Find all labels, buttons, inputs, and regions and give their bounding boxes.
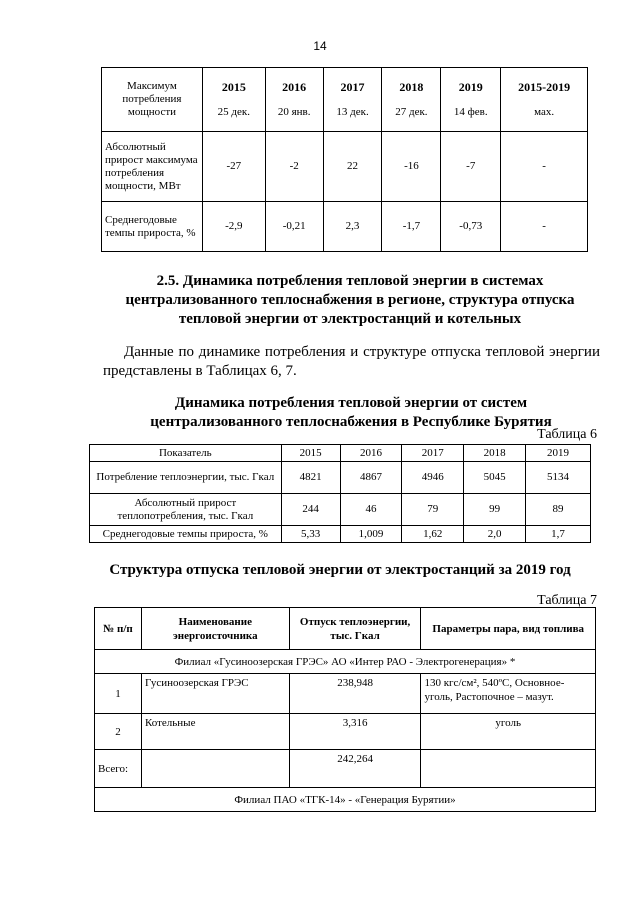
table7-row-number: 2 [95,714,142,750]
table7-total-value: 242,264 [289,750,421,788]
table1-cell: 2,3 [323,202,382,252]
table7-row-number: 1 [95,674,142,714]
table7-params: 130 кгс/см², 540ºС, Основное- уголь, Растопочное – мазут. [421,674,596,714]
table6-label: Таблица 6 [537,427,597,442]
table7-header-cell: Параметры пара, вид топлива [421,608,596,650]
table6-header-cell: 2015 [281,445,340,462]
table6-header-cell: 2018 [464,445,526,462]
table1-year-cell: 2018 27 дек. [382,68,441,132]
heat-consumption-table [89,444,591,543]
table6-cell: 4821 [281,462,340,494]
table6-cell: 4946 [402,462,464,494]
table1-cell: -7 [441,132,501,202]
heat-supply-structure-table [94,607,596,812]
table7-header-cell: Отпуск теплоэнергии, тыс. Гкал [289,608,421,650]
table7-output-value: 3,316 [289,714,421,750]
table6-cell: 1,7 [526,526,591,543]
table1-cell: -27 [202,132,265,202]
table6-cell: 99 [464,494,526,526]
table1-year-cell: 2019 14 фев. [441,68,501,132]
table1-row-label: Среднегодовые темпы прироста, % [102,202,203,252]
table7-output-value: 238,948 [289,674,421,714]
page-number: 14 [313,39,327,53]
table6-cell: 4867 [340,462,402,494]
table7-source-name: Гусиноозерская ГРЭС [141,674,289,714]
table7-params: уголь [421,714,596,750]
table6-cell: 46 [340,494,402,526]
table7-group-row: Филиал ПАО «ТГК-14» - «Генерация Бурятии» [95,788,596,812]
table1-cell: -2,9 [202,202,265,252]
section-heading: 2.5. Динамика потребления тепловой энергии в системах централизованного теплоснабжения в регионе, структура отпуска тепловой энергии от электростанций и котельных [125,273,575,327]
table1-cell: -0,73 [441,202,501,252]
table6-cell: 89 [526,494,591,526]
table7-group-row: Филиал «Гусиноозерская ГРЭС» АО «Интер РАО - Электрогенерация» * [95,650,596,674]
table6-title: Динамика потребления тепловой энергии от систем централизованного теплоснабжения в Республике Бурятия [150,395,552,430]
table6-cell: 5,33 [281,526,340,543]
table1-year-cell: 2017 13 дек. [323,68,382,132]
table1-cell: - [501,132,588,202]
table6-header-cell: Показатель [90,445,282,462]
table6-cell: 79 [402,494,464,526]
table1-header-label: Максимум потребления мощности [102,68,203,132]
table1-cell: 22 [323,132,382,202]
table7-header-cell: № п/п [95,608,142,650]
table6-row-label: Среднегодовые темпы прироста, % [90,526,282,543]
table1-year-cell: 2015-2019 мах. [501,68,588,132]
table7-label: Таблица 7 [537,593,597,608]
table1-cell: -2 [265,132,323,202]
max-power-table [101,67,588,252]
table6-header-cell: 2017 [402,445,464,462]
table6-cell: 1,009 [340,526,402,543]
table6-cell: 2,0 [464,526,526,543]
table7-empty-cell [421,750,596,788]
table6-cell: 244 [281,494,340,526]
table1-cell: - [501,202,588,252]
body-paragraph: Данные по динамике потребления и структуре отпуска тепловой энергии представлены в Таблицах 6, 7. [103,344,600,379]
table7-source-name: Котельные [141,714,289,750]
table6-cell: 5045 [464,462,526,494]
table1-cell: -0,21 [265,202,323,252]
table7-title: Структура отпуска тепловой энергии от электростанций за 2019 год [109,562,571,578]
table6-header-cell: 2019 [526,445,591,462]
table1-cell: -1,7 [382,202,441,252]
table6-row-label: Потребление теплоэнергии, тыс. Гкал [90,462,282,494]
table1-row-label: Абсолютный прирост максимума потребления мощности, МВт [102,132,203,202]
table7-header-cell: Наименование энергоисточника [141,608,289,650]
table6-cell: 5134 [526,462,591,494]
table6-header-cell: 2016 [340,445,402,462]
table1-year-cell: 2016 20 янв. [265,68,323,132]
table7-total-label: Всего: [95,750,142,788]
table6-cell: 1,62 [402,526,464,543]
table7-empty-cell [141,750,289,788]
table1-year-cell: 2015 25 дек. [202,68,265,132]
table1-cell: -16 [382,132,441,202]
table6-row-label: Абсолютный прирост теплопотребления, тыс. Гкал [90,494,282,526]
